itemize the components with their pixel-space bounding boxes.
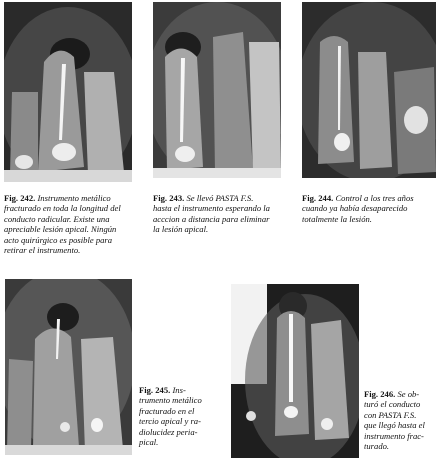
figure-number: Fig. 244. <box>302 193 334 203</box>
figure-number: Fig. 242. <box>4 193 36 203</box>
caption-text: Se llevó PASTA F.S. hasta el instrumento esperando la acccion a distancia para eliminar la lesión apical. <box>153 193 270 235</box>
radiograph-fig-243 <box>153 2 281 178</box>
caption-text: Ins- trumento metálico fracturado en el tercio apical y ra- diolucidez peria- pical. <box>139 385 202 448</box>
caption-fig-242 <box>4 193 138 255</box>
caption-fig-246 <box>364 389 438 451</box>
caption-fig-245 <box>139 385 221 447</box>
radiograph-fig-242 <box>4 2 132 182</box>
radiograph-fig-245 <box>5 279 132 455</box>
caption-text: Control a los tres años cuando ya había desaparecido totalmente la lesión. <box>302 193 414 224</box>
caption-fig-243 <box>153 193 289 235</box>
caption-text: Se ob- turó el conducto con PASTA F.S. que llegó hasta el instrumento frac- turado. <box>364 389 425 452</box>
figure-number: Fig. 243. <box>153 193 185 203</box>
figure-number: Fig. 246. <box>364 389 396 399</box>
radiograph-fig-244 <box>302 2 436 178</box>
caption-text: Instrumento metálico fracturado en toda la longitud del conducto radicular. Existe una apreciable lesión apical. Ningún acto quirúrgico es posible para retirar el instrumento. <box>4 193 121 256</box>
figure-number: Fig. 245. <box>139 385 171 395</box>
caption-fig-244 <box>302 193 437 224</box>
radiograph-fig-246 <box>231 284 359 458</box>
